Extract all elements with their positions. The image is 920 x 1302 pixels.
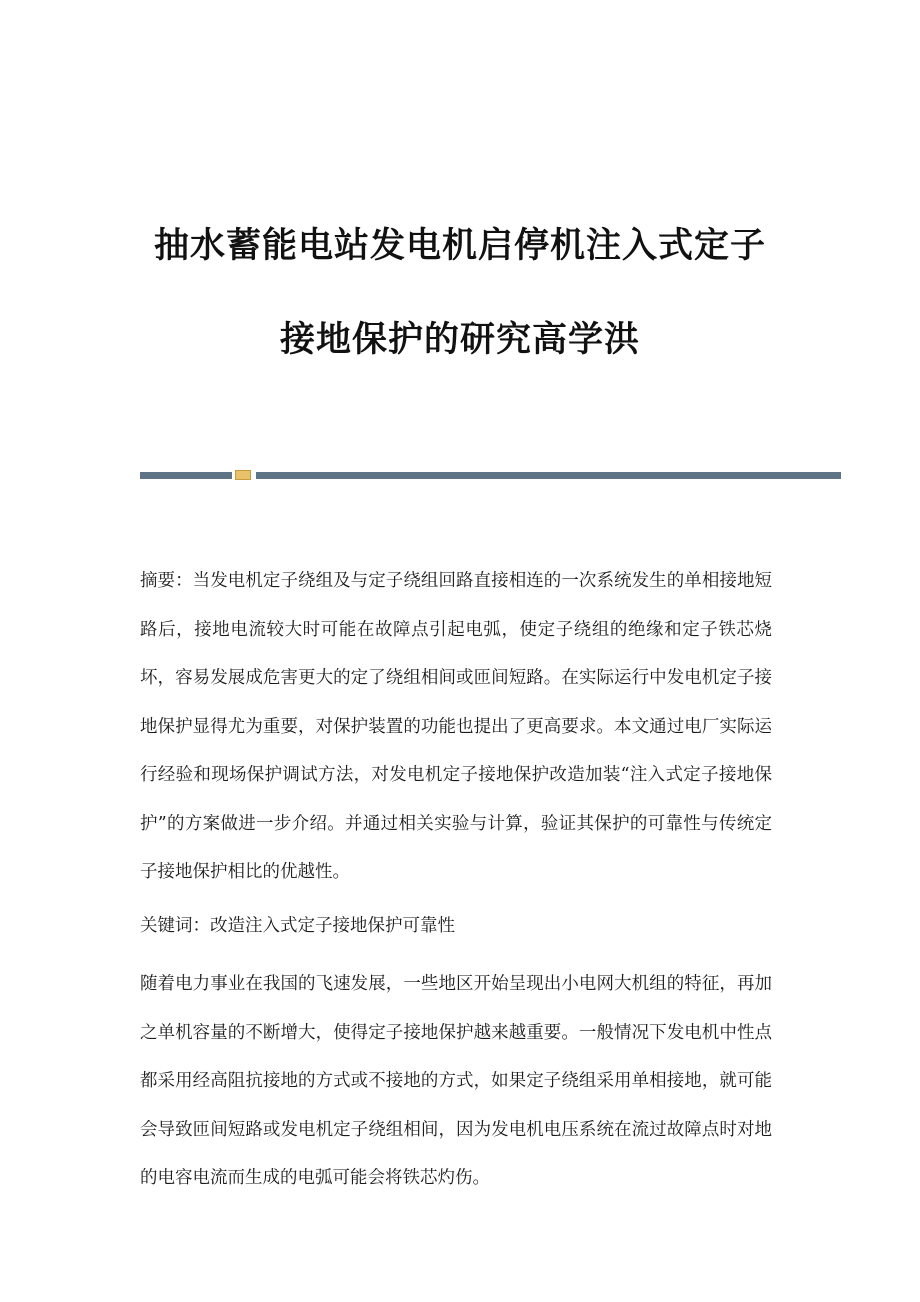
keywords-paragraph: 关键词：改造注入式定子接地保护可靠性 [140, 916, 455, 936]
title-divider [140, 470, 841, 480]
divider-bar-left [140, 472, 232, 479]
divider-ornament-icon [235, 470, 251, 480]
divider-bar-right [256, 472, 841, 479]
document-title-line-2: 接地保护的研究高学洪 [279, 320, 640, 360]
body-paragraph: 随着电力事业在我国的飞速发展，一些地区开始呈现出小电网大机组的特征，再加之单机容量的不断增大，使得定子接地保护越来越重要。一般情况下发电机中性点都采用经高阻抗接地的方式或不接地的方式，如果定子绕组采用单相接地，就可能会导致匝间短路或发电机定子绕组相间，因为发电机电压系统在流过故障点时对地的电容电流而生成的电弧可能会将铁芯灼伤。 [140, 974, 772, 1188]
document-title-line-1: 抽水蓄能电站发电机启停机注入式定子 [153, 226, 766, 266]
abstract-paragraph: 摘要：当发电机定子绕组及与定子绕组回路直接相连的一次系统发生的单相接地短路后，接地电流较大时可能在故障点引起电弧，使定子绕组的绝缘和定子铁芯烧坏，容易发展成危害更大的定了绕组相间或匝间短路。在实际运行中发电机定子接地保护显得尤为重要，对保护装置的功能也提出了更高要求。本文通过电厂实际运行经验和现场保护调试方法，对发电机定子接地保护改造加装“注入式定子接地保护”的方案做进一步介绍。并通过相关实验与计算，验证其保护的可靠性与传统定子接地保护相比的优越性。 [140, 571, 772, 882]
